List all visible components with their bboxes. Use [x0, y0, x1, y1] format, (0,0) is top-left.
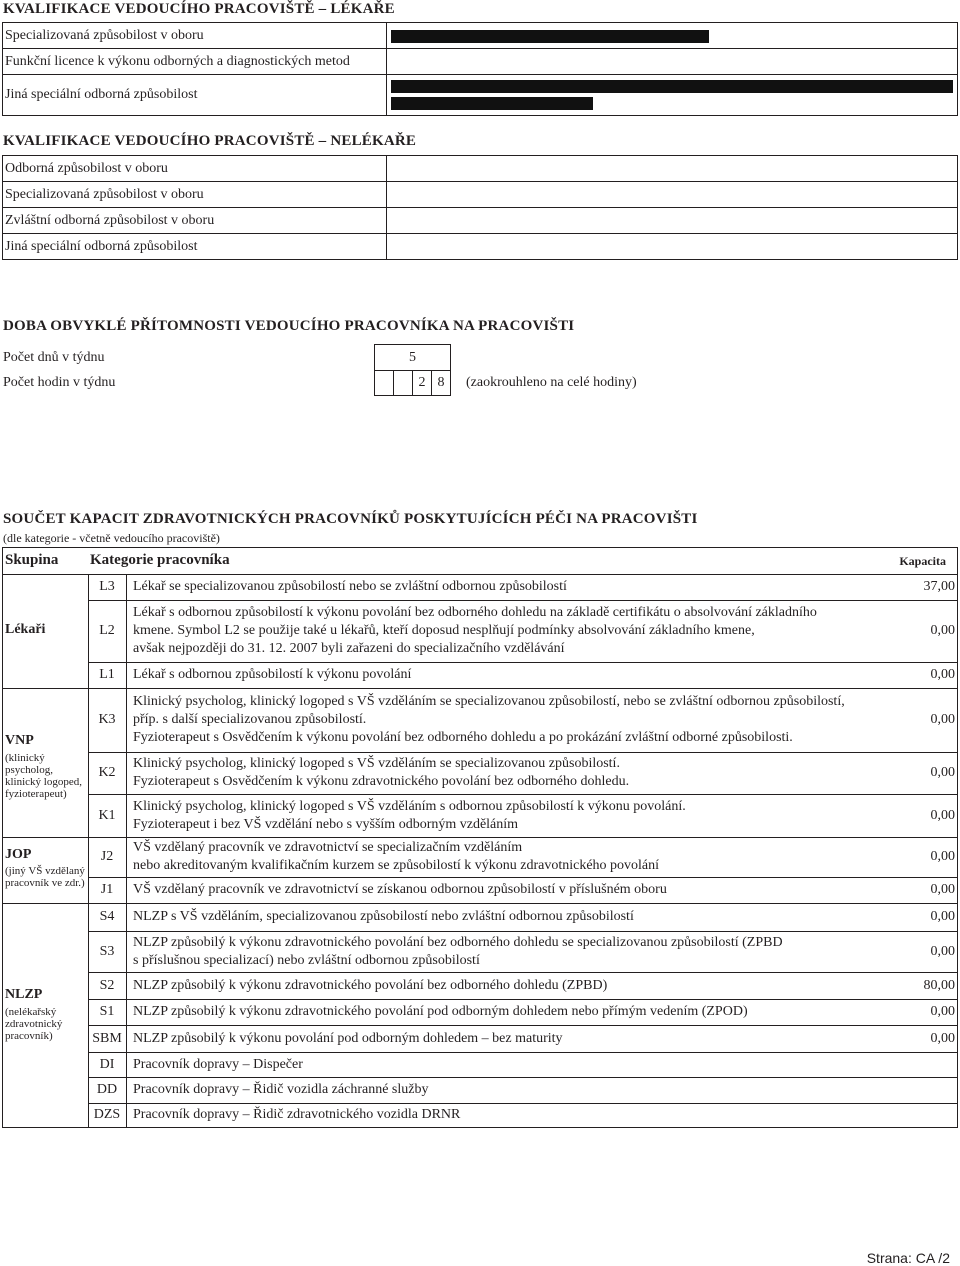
doctor-qual-row-label: Funkční licence k výkonu odborných a diagnostických metod: [5, 54, 350, 69]
divider: [2, 259, 958, 260]
page-number: Strana: CA /2: [866, 1250, 950, 1266]
table-row: [88, 688, 958, 752]
doctor-qual-row-label: Specializovaná způsobilost v oboru: [5, 28, 204, 43]
category-code: DI: [99, 1057, 115, 1072]
hours-digit-field[interactable]: [393, 370, 413, 396]
hours-per-week-label: Počet hodin v týdnu: [3, 375, 116, 390]
redacted-block: [391, 80, 953, 93]
description-line: avšak nejpozději do 31. 12. 2007 byli zařazeni do specializačního vzdělávání: [133, 641, 565, 656]
group-label-vnp: VNP: [5, 733, 34, 748]
category-description: [133, 1106, 893, 1124]
divider: [2, 155, 3, 260]
category-description: [133, 666, 893, 684]
description-line: VŠ vzdělaný pracovník ve zdravotnictví se specializačním vzděláním: [133, 840, 523, 855]
divider: [2, 74, 958, 75]
divider: [2, 574, 958, 575]
group-note-vnp: (klinický psycholog, klinický logoped, fyzioterapeut): [5, 752, 82, 800]
description-line: NLZP způsobilý k výkonu povolání pod odborným dohledem – bez maturity: [133, 1031, 563, 1046]
group-label-jop: JOP: [5, 847, 32, 862]
section-subtitle-capacity: (dle kategorie - včetně vedoucího pracoviště): [3, 531, 220, 545]
divider: [2, 1127, 958, 1128]
table-row: [88, 903, 958, 931]
group-note-nlzp: (nelékařský zdravotnický pracovník): [5, 1006, 63, 1042]
divider: [957, 22, 958, 116]
divider: [88, 972, 958, 973]
description-line: Pracovník dopravy – Řidič zdravotnického vozidla DRNR: [133, 1107, 461, 1122]
description-line: příp. s další specializovanou způsobilostí.: [133, 712, 367, 727]
description-line: Pracovník dopravy – Dispečer: [133, 1057, 303, 1072]
divider: [88, 1025, 958, 1026]
table-row: [88, 662, 958, 688]
nondoctor-qual-row-label: Zvláštní odborná způsobilost v oboru: [5, 213, 215, 228]
table-row: [88, 1103, 958, 1127]
description-line: Fyzioterapeut i bez VŠ vzdělání nebo s vyšším odborným vzděláním: [133, 817, 519, 832]
days-per-week-field[interactable]: 5: [374, 344, 451, 371]
redacted-block: [391, 30, 709, 43]
table-row: [88, 600, 958, 662]
table-row: [88, 931, 958, 972]
table-row: [88, 1052, 958, 1077]
capacity-value: 0,00: [930, 623, 955, 638]
hours-digit-field[interactable]: [374, 370, 394, 396]
divider: [88, 1103, 958, 1104]
capacity-value: 0,00: [930, 667, 955, 682]
nondoctor-qual-row-label: Odborná způsobilost v oboru: [5, 161, 168, 176]
description-line: Lékař se specializovanou způsobilostí nebo se zvláštní odbornou způsobilostí: [133, 579, 567, 594]
table-row: [88, 1025, 958, 1052]
category-code: K1: [98, 808, 116, 823]
divider: [386, 155, 387, 260]
divider: [88, 1077, 958, 1078]
capacity-value: [885, 1103, 955, 1127]
table-row: [88, 972, 958, 999]
description-line: s příslušnou specializací) nebo zvláštní odbornou způsobilostí: [133, 953, 480, 968]
group-note-jop: (jiný VŠ vzdělaný pracovník ve zdr.): [5, 865, 85, 889]
divider: [2, 837, 89, 838]
capacity-value: 0,00: [930, 808, 955, 823]
divider: [88, 931, 958, 932]
divider: [88, 877, 958, 878]
capacity-value: 0,00: [930, 909, 955, 924]
hours-digit-field[interactable]: 8: [431, 370, 451, 396]
description-line: NLZP způsobilý k výkonu zdravotnického povolání bez odborného dohledu se specializovanou způsobilostí (ZPBD: [133, 935, 783, 950]
category-code: K2: [98, 765, 116, 780]
table-row: [88, 752, 958, 794]
table-row: [88, 574, 958, 600]
description-line: Lékař s odbornou způsobilostí k výkonu povolání: [133, 667, 412, 682]
divider: [2, 115, 958, 116]
category-description: [133, 977, 893, 995]
category-description: [133, 881, 893, 899]
divider: [386, 22, 387, 116]
section-title-nondoctor-qualification: KVALIFIKACE VEDOUCÍHO PRACOVIŠTĚ – NELÉKAŘE: [3, 133, 417, 149]
table-row: [88, 837, 958, 877]
category-code: L2: [99, 623, 115, 638]
capacity-value: 80,00: [923, 978, 955, 993]
divider: [2, 22, 3, 116]
capacity-value: [885, 1052, 955, 1077]
description-line: Klinický psycholog, klinický logoped s VŠ vzděláním se specializovanou způsobilostí, nebo se zvláštní odbornou způsobilostí,: [133, 694, 845, 709]
capacity-value: 37,00: [923, 579, 955, 594]
divider: [88, 574, 89, 1127]
table-row: [88, 1077, 958, 1103]
divider: [2, 903, 89, 904]
divider: [2, 547, 958, 548]
doctor-qual-row-label: Jiná speciální odborná způsobilost: [5, 87, 198, 102]
divider: [957, 155, 958, 260]
redacted-block: [391, 97, 593, 110]
category-code: J2: [100, 849, 114, 864]
divider: [88, 662, 958, 663]
description-line: Fyzioterapeut s Osvědčením k výkonu povolání bez odborného dohledu a po prokázání zvláštní odborné způsobilosti.: [133, 730, 793, 745]
capacity-value: 0,00: [930, 765, 955, 780]
table-row: [88, 877, 958, 903]
category-code: J1: [100, 882, 114, 897]
capacity-table: [2, 547, 958, 1127]
divider: [126, 574, 127, 1127]
group-label-nlzp: NLZP: [5, 987, 43, 1002]
days-per-week-label: Počet dnů v týdnu: [3, 350, 105, 365]
capacity-value: 0,00: [930, 1004, 955, 1019]
hours-digit-field[interactable]: 2: [412, 370, 432, 396]
description-line: nebo akreditovaným kvalifikačním kurzem se způsobilostí k výkonu zdravotnického povolání: [133, 858, 660, 873]
section-title-doctor-qualification: KVALIFIKACE VEDOUCÍHO PRACOVIŠTĚ – LÉKAŘE: [3, 1, 395, 17]
capacity-value: [885, 1077, 955, 1103]
capacity-value: 0,00: [930, 944, 955, 959]
hours-note: (zaokrouhleno na celé hodiny): [466, 375, 637, 390]
category-description: [133, 839, 893, 875]
divider: [88, 600, 958, 601]
divider: [88, 688, 958, 689]
category-description: [133, 1003, 893, 1021]
group-label-lekari: Lékaři: [5, 622, 46, 637]
category-description: [133, 604, 893, 658]
description-line: NLZP s VŠ vzděláním, specializovanou způsobilostí nebo zvláštní odbornou způsobilostí: [133, 909, 634, 924]
section-title-presence: DOBA OBVYKLÉ PŘÍTOMNOSTI VEDOUCÍHO PRACOVNÍKA NA PRACOVIŠTI: [3, 318, 575, 334]
capacity-value: 0,00: [930, 882, 955, 897]
table-row: [88, 999, 958, 1025]
category-code: S2: [99, 978, 115, 993]
divider: [88, 752, 958, 753]
description-line: NLZP způsobilý k výkonu zdravotnického povolání pod odborným dohledem nebo přímým vedením (ZPOD): [133, 1004, 748, 1019]
category-description: [133, 578, 893, 596]
category-code: L3: [99, 579, 115, 594]
divider: [88, 903, 958, 904]
capacity-value: 0,00: [930, 849, 955, 864]
category-code: DZS: [93, 1107, 121, 1122]
category-description: [133, 1030, 893, 1048]
category-description: [133, 798, 893, 834]
divider: [88, 1052, 958, 1053]
category-code: SBM: [92, 1031, 122, 1046]
category-description: [133, 755, 893, 791]
column-header-capacity: Kapacita: [899, 554, 946, 568]
divider: [88, 837, 958, 838]
description-line: Pracovník dopravy – Řidič vozidla záchranné služby: [133, 1082, 429, 1097]
divider: [2, 688, 89, 689]
column-header-category: Kategorie pracovníka: [90, 552, 230, 568]
nondoctor-qual-row-label: Specializovaná způsobilost v oboru: [5, 187, 204, 202]
divider: [88, 999, 958, 1000]
category-description: [133, 908, 893, 926]
divider: [88, 794, 958, 795]
nondoctor-qual-row-label: Jiná speciální odborná způsobilost: [5, 239, 198, 254]
category-description: [133, 934, 893, 970]
description-line: Lékař s odbornou způsobilostí k výkonu povolání bez odborného dohledu na základě certifikátu o absolvování základního: [133, 605, 817, 620]
category-description: [133, 1056, 893, 1074]
column-header-group: Skupina: [5, 552, 59, 568]
description-line: Fyzioterapeut s Osvědčením k výkonu zdravotnického povolání bez odborného dohledu.: [133, 774, 630, 789]
section-title-capacity: SOUČET KAPACIT ZDRAVOTNICKÝCH PRACOVNÍKŮ POSKYTUJÍCÍCH PÉČI NA PRACOVIŠTI: [3, 511, 698, 527]
table-row: [88, 794, 958, 837]
capacity-value: 0,00: [930, 712, 955, 727]
category-description: [133, 1081, 893, 1099]
description-line: Klinický psycholog, klinický logoped s VŠ vzděláním s odbornou způsobilostí k výkonu povolání.: [133, 799, 686, 814]
capacity-value: 0,00: [930, 1031, 955, 1046]
category-code: DD: [96, 1082, 118, 1097]
category-code: S1: [99, 1004, 115, 1019]
category-description: [133, 693, 893, 747]
category-code: S4: [99, 909, 115, 924]
description-line: VŠ vzdělaný pracovník ve zdravotnictví se získanou odbornou způsobilostí v příslušném oboru: [133, 882, 667, 897]
category-code: L1: [99, 667, 115, 682]
category-code: S3: [99, 944, 115, 959]
description-line: NLZP způsobilý k výkonu zdravotnického povolání bez odborného dohledu (ZPBD): [133, 978, 608, 993]
category-code: K3: [98, 712, 116, 727]
description-line: kmene. Symbol L2 se použije také u lékařů, kteří doposud nesplňují podmínky absolvování základního kmene,: [133, 623, 755, 638]
description-line: Klinický psycholog, klinický logoped s VŠ vzděláním se specializovanou způsobilostí.: [133, 756, 620, 771]
